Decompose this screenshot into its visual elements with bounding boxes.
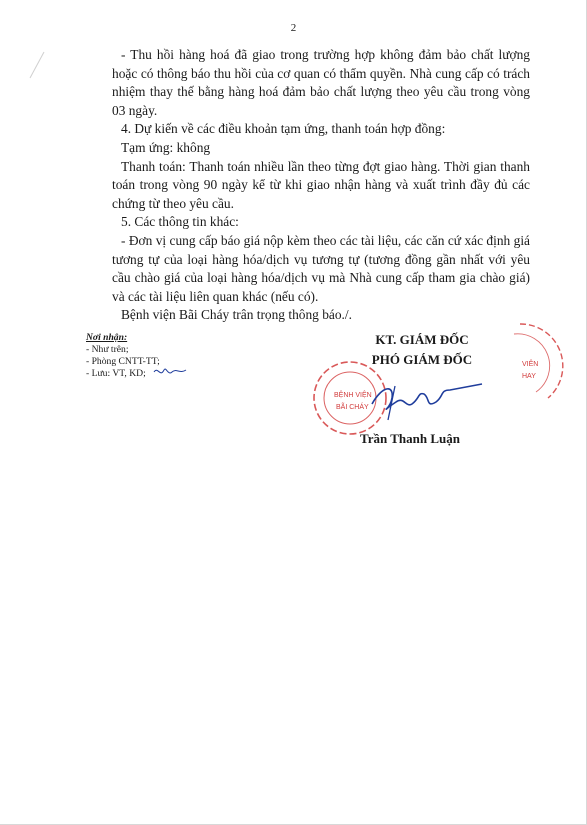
recipient-item: - Như trên; — [86, 344, 129, 355]
stamp-outer-ring — [314, 362, 386, 434]
partial-stamp-text-line2: HAY — [522, 373, 536, 380]
signature-title-line1: KT. GIÁM ĐỐC — [375, 332, 469, 347]
stamp-text-line2: BÃI CHÁY — [336, 404, 369, 411]
stamp-text-line1: BỆNH VIỆN — [334, 392, 372, 399]
signature-scribble — [372, 384, 482, 409]
signature-title-line2: PHÓ GIÁM ĐỐC — [371, 352, 473, 367]
paragraph-documents: - Đơn vị cung cấp báo giá nộp kèm theo các tài liệu, các căn cứ xác định giá tương tự của loại hàng hóa/dịch vụ tương tự (tương đồng gần nhất với yêu cầu chào giá của loại hàng hóa/dịch vụ mà Nhà cung cấp tham gia chào giá) và các tài liệu liên quan khác (nếu có). — [112, 232, 530, 304]
paragraph-recall-goods: - Thu hồi hàng hoá đã giao trong trường hợp không đảm bảo chất lượng hoặc có thông báo thu hồi của cơ quan có thẩm quyền. Nhà cung cấp có trách nhiệm thay thế bằng hàng hoá đảm bảo chất lượng theo yêu cầu trong vòng 03 ngày. — [112, 47, 530, 118]
partial-stamp-text-line1: VIÊN — [522, 361, 539, 368]
signature-block — [352, 330, 492, 370]
signer-name: Trần Thanh Luận — [360, 431, 460, 446]
page-number: 2 — [290, 22, 297, 34]
fold-mark — [30, 52, 44, 78]
partial-stamp-arc — [520, 324, 563, 398]
recipients-block — [86, 332, 160, 380]
partial-stamp-inner-arc — [514, 334, 550, 392]
stamp-inner-ring — [324, 372, 376, 424]
partial-stamp — [514, 324, 563, 398]
heading-other-info: 5. Các thông tin khác: — [121, 214, 239, 230]
official-stamp — [314, 362, 386, 434]
paragraph-advance: Tạm ứng: không — [121, 139, 211, 155]
recipients-title: Nơi nhận: — [86, 332, 128, 343]
recipient-item: - Lưu: VT, KD; — [86, 368, 146, 379]
closing-line: Bệnh viện Bãi Cháy trân trọng thông báo./. — [121, 307, 352, 323]
signature-stroke — [388, 386, 395, 420]
recipient-item: - Phòng CNTT-TT; — [86, 356, 160, 367]
document-body — [112, 46, 530, 325]
paragraph-payment: Thanh toán: Thanh toán nhiều lần theo từng đợt giao hàng. Thời gian thanh toán trong vòng 90 ngày kể từ khi giao nhận hàng và xuất trình đầy đủ các chứng từ theo yêu cầu. — [112, 158, 530, 211]
heading-payment-terms: 4. Dự kiến về các điều khoản tạm ứng, thanh toán hợp đồng: — [121, 121, 446, 137]
